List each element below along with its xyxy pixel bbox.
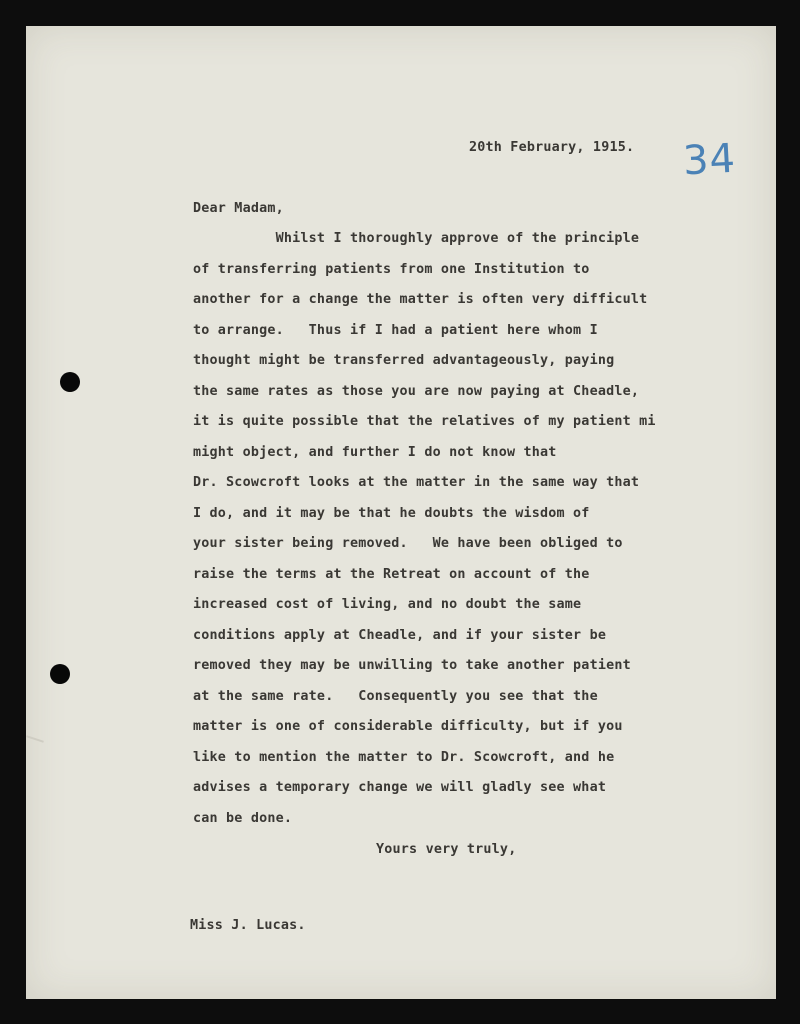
body-line: Whilst I thoroughly approve of the principle — [193, 231, 640, 246]
body-line: matter is one of considerable difficulty, but if you — [193, 719, 623, 734]
body-line: advises a temporary change we will gladly see what — [193, 780, 607, 795]
body-line: to arrange. Thus if I had a patient here whom I — [193, 322, 598, 338]
body-line: raise the terms at the Retreat on account of the — [193, 566, 590, 582]
body-line: at the same rate. Consequently you see that the — [193, 688, 598, 704]
body-line: the same rates as those you are now paying at Cheadle, — [193, 383, 640, 399]
body-line: I do, and it may be that he doubts the wisdom of — [193, 505, 590, 521]
body-line: it is quite possible that the relatives of my patient mi — [193, 414, 656, 429]
addressee: Miss J. Lucas. — [190, 918, 306, 933]
body-line: Dr. Scowcroft looks at the matter in the same way that — [193, 475, 640, 490]
body-line: like to mention the matter to Dr. Scowcroft, and he — [193, 749, 615, 765]
salutation: Dear Madam, — [193, 201, 284, 216]
body-line: might object, and further I do not know that — [193, 444, 557, 460]
body-line: thought might be transferred advantageously, paying — [193, 353, 615, 368]
folio-number: 34 — [681, 135, 738, 185]
body-line: of transferring patients from one Institution to — [193, 261, 590, 277]
body-line: can be done. — [193, 810, 293, 826]
body-line: your sister being removed. We have been obliged to — [193, 536, 623, 551]
paper-tear — [26, 735, 44, 742]
body-line: another for a change the matter is often very difficult — [193, 292, 648, 307]
letter-date: 20th February, 1915. — [469, 140, 635, 155]
body-line: increased cost of living, and no doubt the same — [193, 597, 582, 612]
body-line: removed they may be unwilling to take another patient — [193, 658, 631, 673]
punch-hole-bottom — [50, 664, 70, 684]
body-line: conditions apply at Cheadle, and if your sister be — [193, 627, 607, 643]
punch-hole-top — [60, 372, 80, 392]
closing: Yours very truly, — [376, 842, 517, 857]
